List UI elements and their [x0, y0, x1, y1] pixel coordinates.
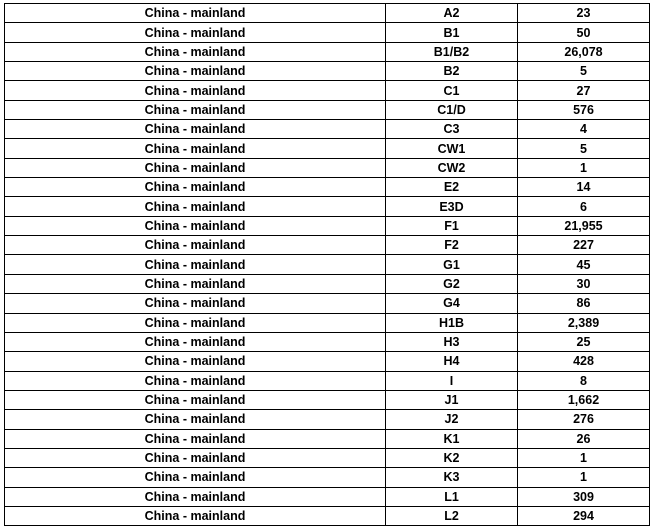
country-cell: China - mainland — [5, 139, 386, 158]
count-cell: 294 — [518, 506, 650, 525]
visa-class-cell: G2 — [386, 274, 518, 293]
table-row — [5, 390, 650, 409]
table-row — [5, 23, 650, 42]
visa-class-cell: CW1 — [386, 139, 518, 158]
table-row — [5, 197, 650, 216]
count-cell: 1 — [518, 158, 650, 177]
table-row — [5, 410, 650, 429]
table-row — [5, 313, 650, 332]
country-cell: China - mainland — [5, 158, 386, 177]
visa-issuance-table — [4, 3, 650, 526]
country-cell: China - mainland — [5, 100, 386, 119]
count-cell: 14 — [518, 178, 650, 197]
visa-class-cell: G1 — [386, 255, 518, 274]
table-row — [5, 62, 650, 81]
table-row — [5, 4, 650, 23]
table-row — [5, 429, 650, 448]
country-cell: China - mainland — [5, 352, 386, 371]
table-row — [5, 468, 650, 487]
count-cell: 86 — [518, 294, 650, 313]
table-row — [5, 42, 650, 61]
visa-class-cell: I — [386, 371, 518, 390]
table-row — [5, 120, 650, 139]
visa-class-cell: A2 — [386, 4, 518, 23]
table-row — [5, 100, 650, 119]
visa-class-cell: F2 — [386, 236, 518, 255]
table-row — [5, 81, 650, 100]
count-cell: 30 — [518, 274, 650, 293]
table-row — [5, 371, 650, 390]
country-cell: China - mainland — [5, 178, 386, 197]
count-cell: 2,389 — [518, 313, 650, 332]
visa-class-cell: C1 — [386, 81, 518, 100]
country-cell: China - mainland — [5, 236, 386, 255]
table-row — [5, 294, 650, 313]
count-cell: 428 — [518, 352, 650, 371]
visa-class-cell: J1 — [386, 390, 518, 409]
country-cell: China - mainland — [5, 216, 386, 235]
visa-class-cell: B1 — [386, 23, 518, 42]
table-row — [5, 158, 650, 177]
table-body — [5, 4, 650, 526]
count-cell: 21,955 — [518, 216, 650, 235]
count-cell: 5 — [518, 62, 650, 81]
table-row — [5, 274, 650, 293]
country-cell: China - mainland — [5, 4, 386, 23]
country-cell: China - mainland — [5, 23, 386, 42]
table-row — [5, 448, 650, 467]
visa-class-cell: C3 — [386, 120, 518, 139]
country-cell: China - mainland — [5, 506, 386, 525]
visa-class-cell: H3 — [386, 332, 518, 351]
country-cell: China - mainland — [5, 62, 386, 81]
visa-class-cell: F1 — [386, 216, 518, 235]
country-cell: China - mainland — [5, 81, 386, 100]
table-row — [5, 506, 650, 525]
table-row — [5, 255, 650, 274]
country-cell: China - mainland — [5, 255, 386, 274]
country-cell: China - mainland — [5, 468, 386, 487]
visa-class-cell: J2 — [386, 410, 518, 429]
country-cell: China - mainland — [5, 332, 386, 351]
table-row — [5, 139, 650, 158]
count-cell: 5 — [518, 139, 650, 158]
visa-class-cell: H1B — [386, 313, 518, 332]
country-cell: China - mainland — [5, 410, 386, 429]
count-cell: 25 — [518, 332, 650, 351]
visa-class-cell: C1/D — [386, 100, 518, 119]
table-row — [5, 332, 650, 351]
country-cell: China - mainland — [5, 294, 386, 313]
count-cell: 276 — [518, 410, 650, 429]
visa-class-cell: B2 — [386, 62, 518, 81]
count-cell: 576 — [518, 100, 650, 119]
visa-class-cell: E2 — [386, 178, 518, 197]
count-cell: 227 — [518, 236, 650, 255]
country-cell: China - mainland — [5, 371, 386, 390]
table-row — [5, 236, 650, 255]
country-cell: China - mainland — [5, 487, 386, 506]
country-cell: China - mainland — [5, 120, 386, 139]
count-cell: 27 — [518, 81, 650, 100]
count-cell: 45 — [518, 255, 650, 274]
count-cell: 23 — [518, 4, 650, 23]
table-row — [5, 487, 650, 506]
count-cell: 1 — [518, 468, 650, 487]
visa-class-cell: G4 — [386, 294, 518, 313]
country-cell: China - mainland — [5, 429, 386, 448]
visa-class-cell: K2 — [386, 448, 518, 467]
visa-class-cell: K1 — [386, 429, 518, 448]
visa-class-cell: L1 — [386, 487, 518, 506]
count-cell: 1 — [518, 448, 650, 467]
count-cell: 309 — [518, 487, 650, 506]
country-cell: China - mainland — [5, 448, 386, 467]
count-cell: 26,078 — [518, 42, 650, 61]
visa-class-cell: H4 — [386, 352, 518, 371]
country-cell: China - mainland — [5, 42, 386, 61]
count-cell: 6 — [518, 197, 650, 216]
visa-class-cell: B1/B2 — [386, 42, 518, 61]
count-cell: 1,662 — [518, 390, 650, 409]
count-cell: 26 — [518, 429, 650, 448]
count-cell: 50 — [518, 23, 650, 42]
table-row — [5, 178, 650, 197]
country-cell: China - mainland — [5, 313, 386, 332]
country-cell: China - mainland — [5, 197, 386, 216]
count-cell: 8 — [518, 371, 650, 390]
visa-class-cell: L2 — [386, 506, 518, 525]
table-row — [5, 216, 650, 235]
country-cell: China - mainland — [5, 390, 386, 409]
visa-class-cell: CW2 — [386, 158, 518, 177]
count-cell: 4 — [518, 120, 650, 139]
visa-class-cell: K3 — [386, 468, 518, 487]
visa-class-cell: E3D — [386, 197, 518, 216]
country-cell: China - mainland — [5, 274, 386, 293]
table-row — [5, 352, 650, 371]
